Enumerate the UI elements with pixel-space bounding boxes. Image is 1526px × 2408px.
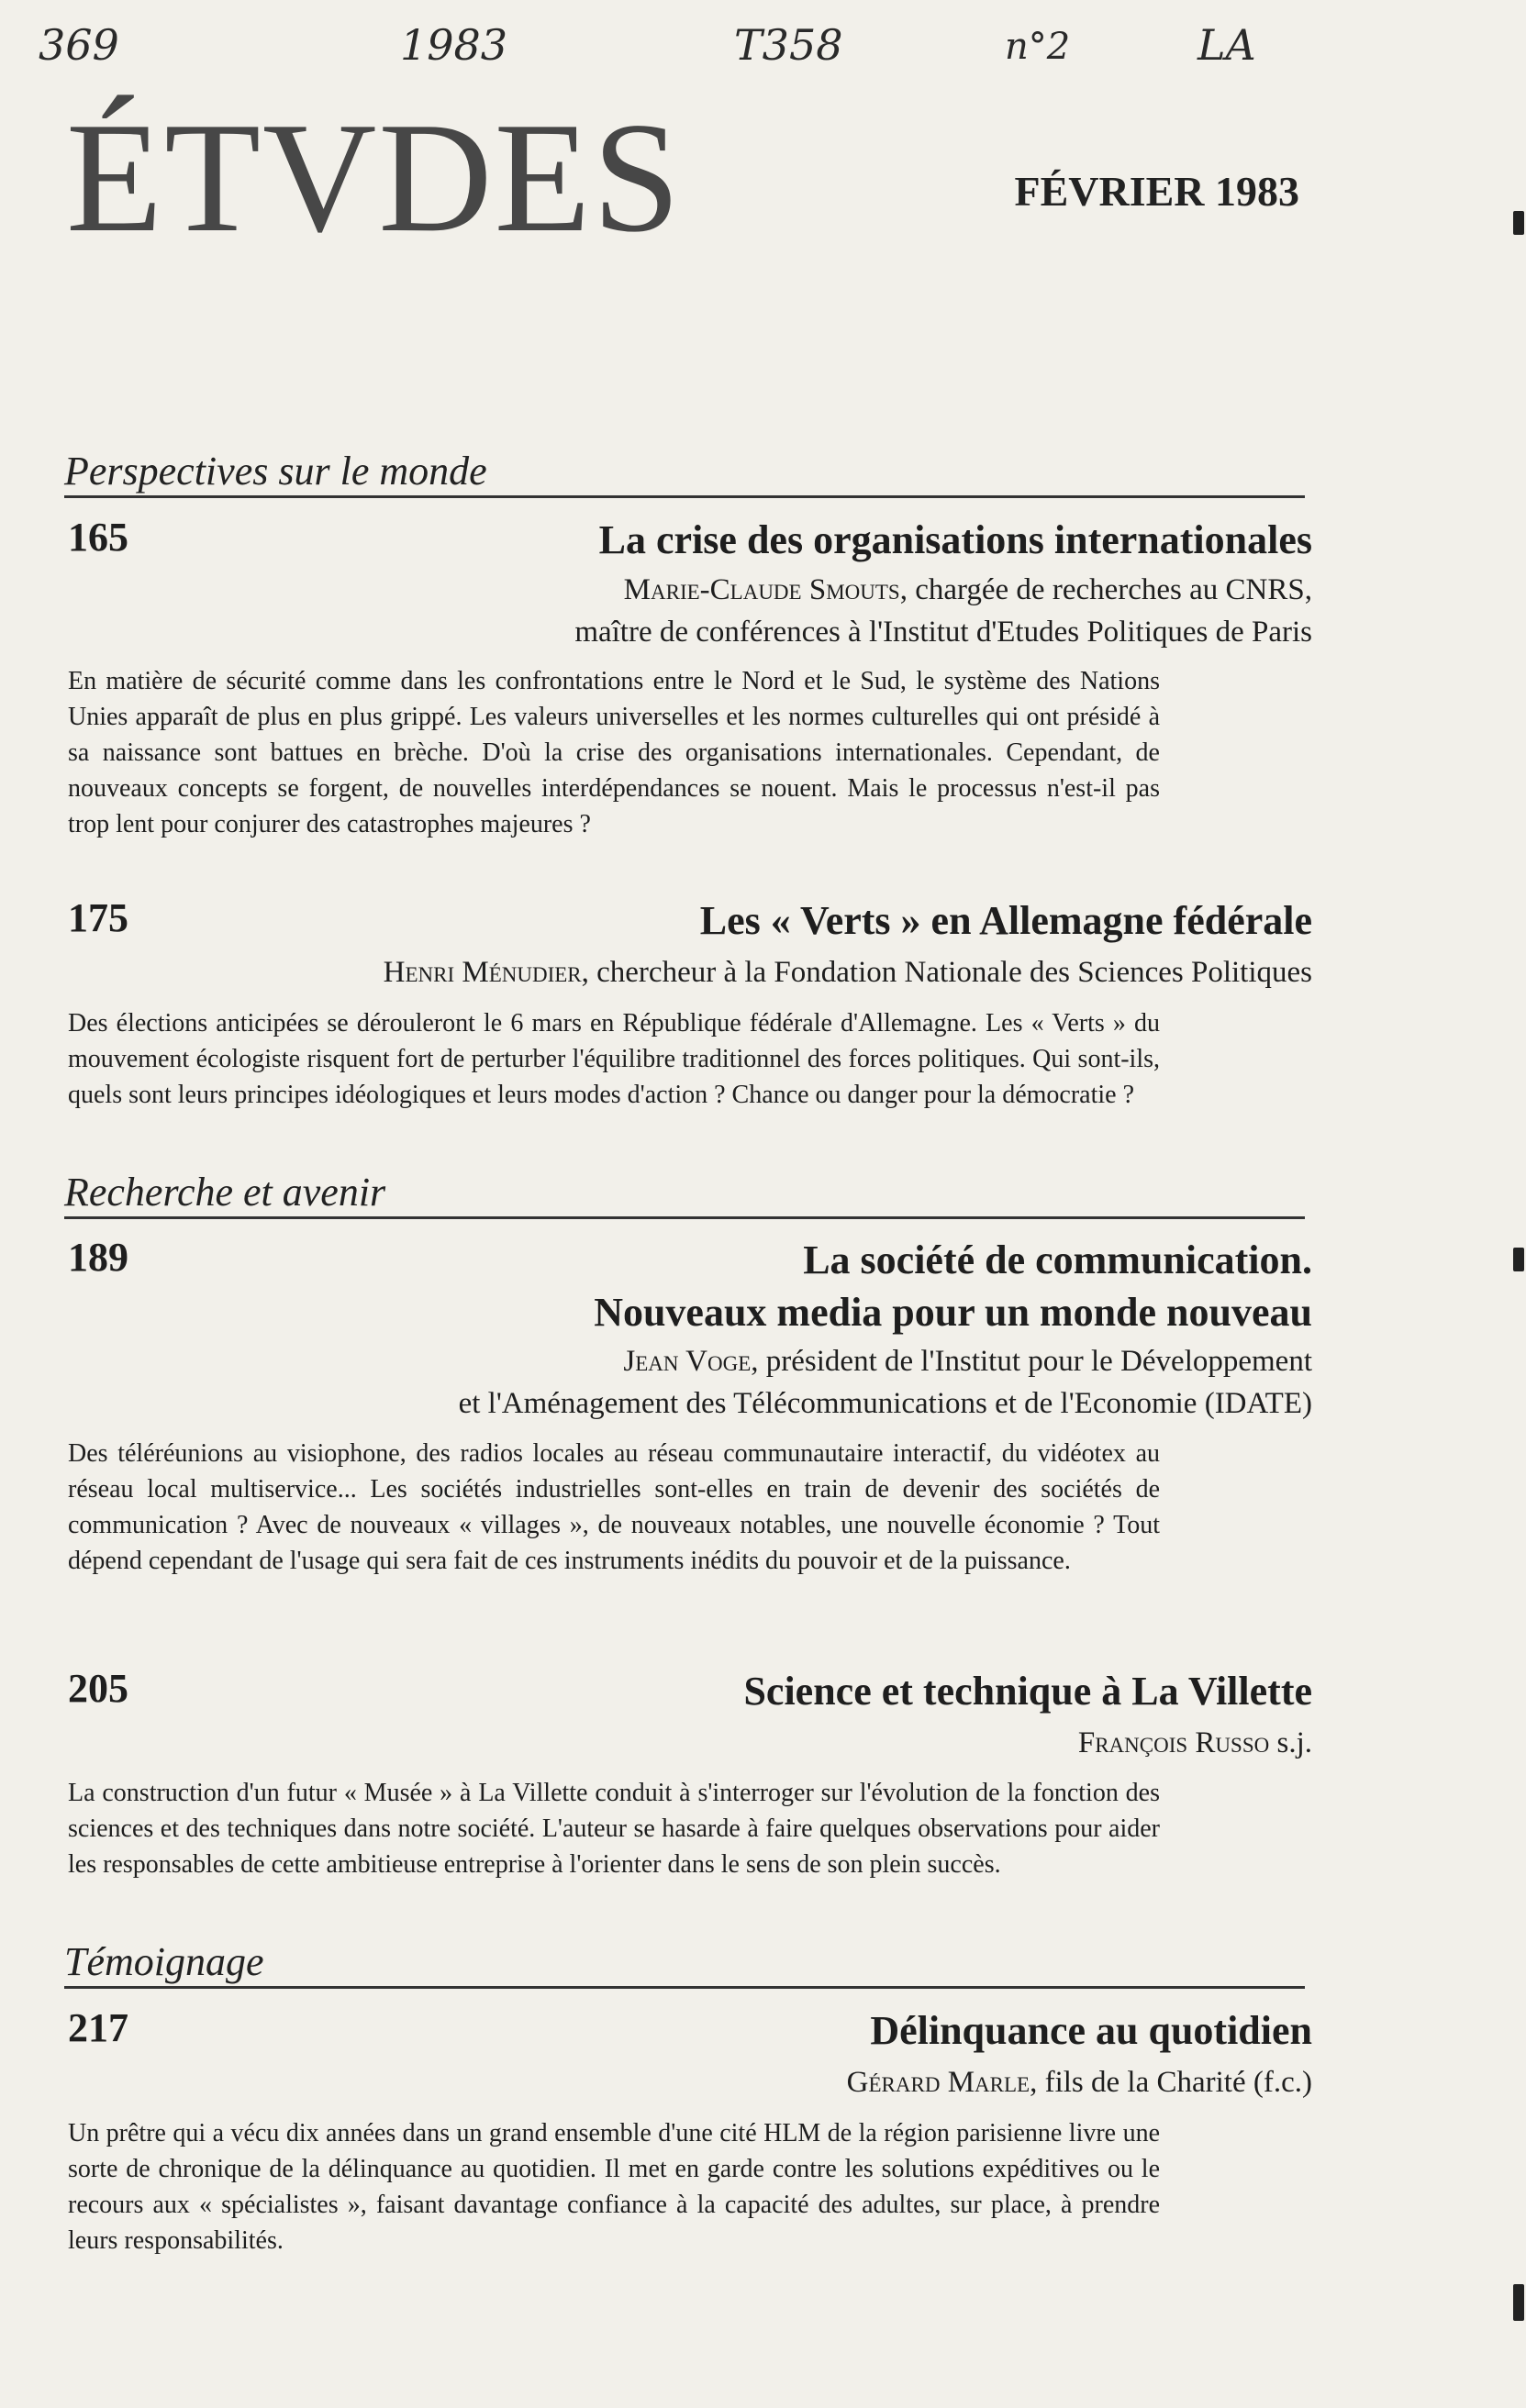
issue-date: FÉVRIER 1983: [1014, 168, 1299, 215]
handwritten-note: 369: [39, 20, 119, 70]
handwritten-note: T358: [734, 20, 843, 70]
section-heading: Témoignage: [64, 1940, 1305, 1989]
article-title-line: Nouveaux media pour un monde nouveau: [594, 1290, 1312, 1336]
section-heading: Perspectives sur le monde: [64, 449, 1305, 498]
scan-mark: [1513, 1248, 1524, 1271]
article-entry[interactable]: [68, 2004, 1312, 2099]
article-abstract: La construction d'un futur « Musée » à La Villette conduit à s'interroger sur l'évolution de la fonction des sciences et des techniques dans notre société. L'auteur se hasarde à faire quelques observations pour aider les responsables de cette ambitieuse entreprise à l'orienter dans le sens de son plein succès.: [68, 1779, 1160, 1879]
author-name: Marie-Claude Smouts: [623, 573, 900, 606]
scan-mark: [1513, 211, 1524, 235]
handwritten-note: LA: [1197, 20, 1256, 70]
page-number: 205: [68, 1666, 128, 1711]
author-affiliation: et l'Aménagement des Télécommunications et de l'Economie (IDATE): [458, 1387, 1312, 1421]
article-abstract: En matière de sécurité comme dans les confrontations entre le Nord et le Sud, le système des Nations Unies apparaît de plus en plus grippé. Les valeurs universelles et les normes culturelles qui ont présidé à sa naissance sont battues en brèche. D'où la crise des organisations internationales. Cependant, de nouveaux concepts se forgent, de nouvelles interdépendances se nouent. Mais le processus n'est-il pas trop lent pour conjurer des catastrophes majeures ?: [68, 667, 1160, 838]
author-name: Gérard Marle: [846, 2066, 1030, 2099]
article-title-line: La société de communication.: [803, 1237, 1312, 1282]
author-affiliation: maître de conférences à l'Institut d'Etudes Politiques de Paris: [574, 616, 1312, 649]
article-author: [1078, 1722, 1312, 1764]
article-entry[interactable]: [68, 514, 1312, 649]
page-number: 165: [68, 515, 128, 560]
author-name: François Russo: [1077, 1726, 1270, 1759]
section-heading: Recherche et avenir: [64, 1171, 1305, 1219]
article-author: [574, 569, 1312, 653]
author-affiliation: , chercheur à la Fondation Nationale des Sciences Politiques: [581, 956, 1312, 989]
article-entry[interactable]: [68, 1665, 1312, 1757]
handwritten-note: n°2: [1005, 26, 1071, 68]
handwritten-note: 1983: [400, 20, 508, 70]
article-abstract: Des téléréunions au visiophone, des radios locales au réseau communautaire interactif, du vidéotex au réseau local multiservice... Les sociétés industrielles sont-elles en train de devenir des sociétés de communication ? Avec de nouveaux « villages », de nouveaux notables, une nouvelle économie ? Tout dépend cependant de l'usage qui sera fait de ces instruments inédits du pouvoir et de la puissance.: [68, 1439, 1160, 1575]
author-affiliation: , chargée de recherches au CNRS,: [899, 573, 1312, 606]
article-abstract: Des élections anticipées se dérouleront le 6 mars en République fédérale d'Allemagne. Les « Verts » du mouvement écologiste risquent fort de perturber l'équilibre traditionnel des forces politiques. Qui sont-ils, quels sont leurs principes idéologiques et leurs modes d'action ? Chance ou danger pour la démocratie ?: [68, 1009, 1160, 1109]
article-title: Les « Verts » en Allemagne fédérale: [699, 898, 1312, 943]
page-number: 189: [68, 1235, 128, 1280]
page-number: 175: [68, 895, 128, 940]
author-affiliation: , président de l'Institut pour le Développement: [751, 1345, 1312, 1378]
author-affiliation: s.j.: [1269, 1726, 1312, 1759]
author-affiliation: , fils de la Charité (f.c.): [1030, 2066, 1312, 2099]
article-author: [847, 2061, 1312, 2103]
article-title: La crise des organisations internationales: [598, 517, 1312, 562]
author-name: Jean Voge: [623, 1345, 752, 1378]
scan-mark: [1513, 2284, 1524, 2321]
article-title: Science et technique à La Villette: [743, 1669, 1312, 1714]
page-number: 217: [68, 2005, 128, 2050]
article-author: [459, 1340, 1312, 1425]
article-title: Délinquance au quotidien: [870, 2008, 1312, 2053]
journal-masthead: ÉTVDES: [66, 91, 683, 265]
article-entry[interactable]: [68, 1234, 1312, 1421]
article-entry[interactable]: [68, 894, 1312, 989]
article-author: [384, 951, 1312, 993]
article-abstract: Un prêtre qui a vécu dix années dans un grand ensemble d'une cité HLM de la région parisienne livre une sorte de chronique de la délinquance au quotidien. Il met en garde contre les solutions expéditives ou le recours aux « spécialistes », faisant davantage confiance à la capacité des adultes, sur place, à prendre leurs responsabilités.: [68, 2119, 1160, 2255]
author-name: Henri Ménudier: [383, 956, 582, 989]
article-title: [594, 1234, 1312, 1338]
